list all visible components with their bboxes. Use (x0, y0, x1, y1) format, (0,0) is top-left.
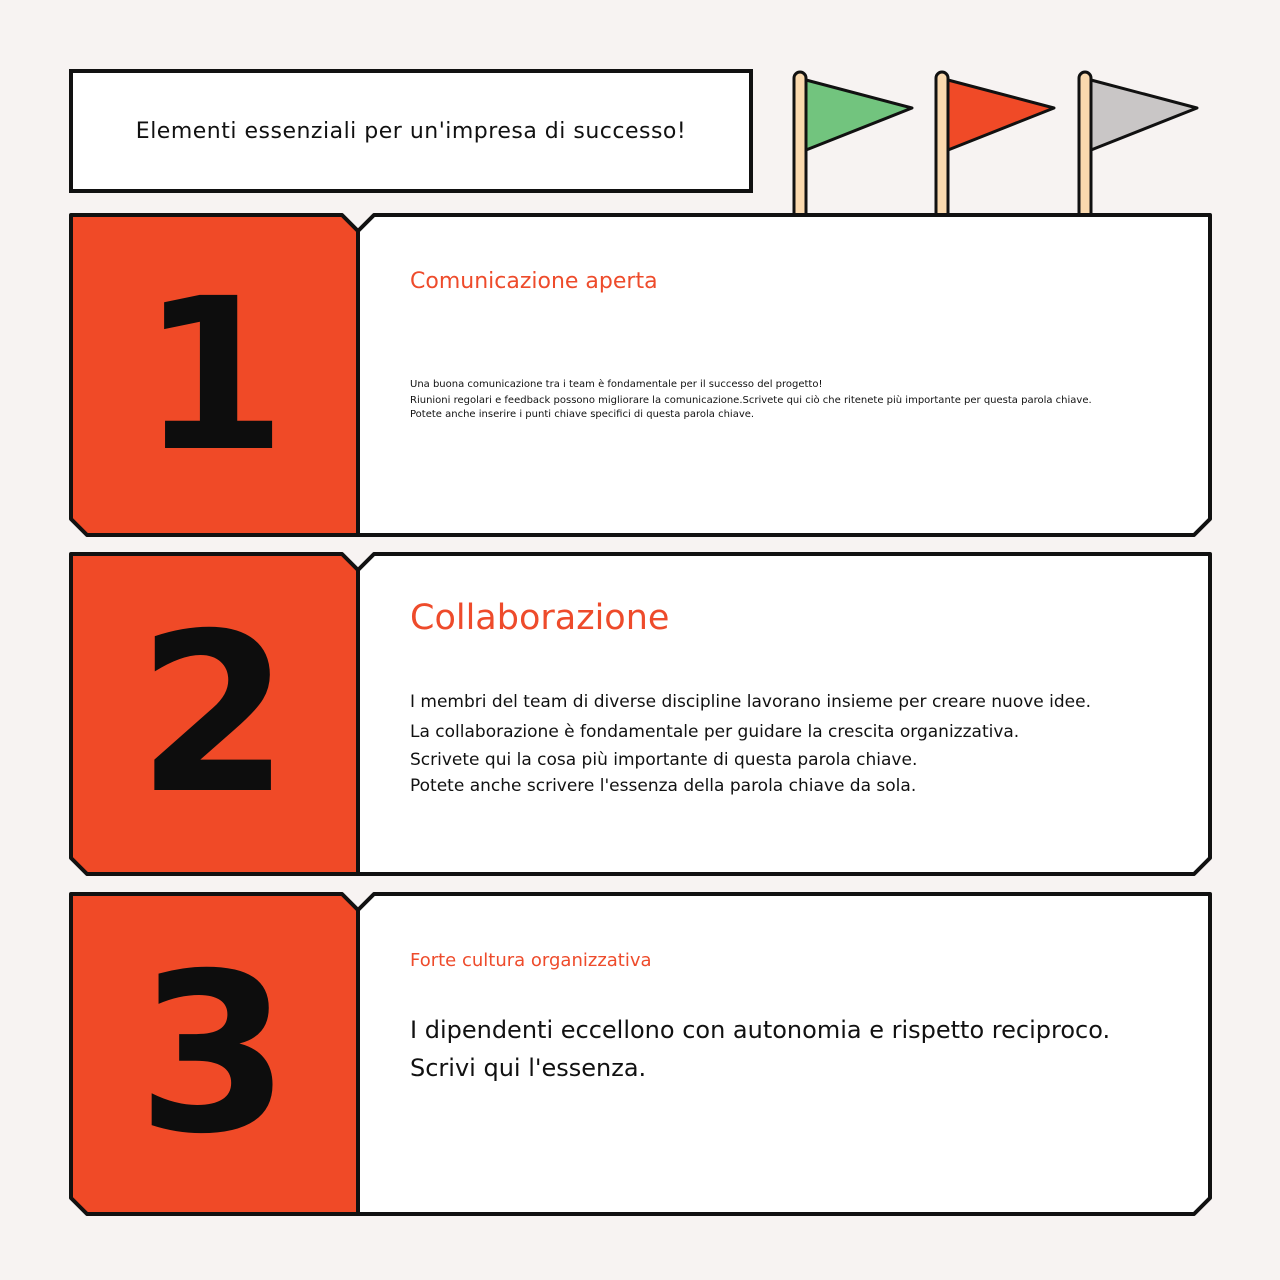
card-line: Scrivete qui la cosa più importante di questa parola chiave. (410, 750, 918, 770)
green-flag-icon (794, 72, 912, 222)
card-content (410, 552, 1182, 876)
card-line: Potete anche scrivere l'essenza della parola chiave da sola. (410, 776, 917, 796)
step-number: 3 (136, 926, 291, 1182)
card-heading: Comunicazione aperta (410, 269, 658, 294)
card-line: Scrivi qui l'essenza. (410, 1054, 647, 1082)
card-line: Riunioni regolari e feedback possono migliorare la comunicazione.Scrivete qui ciò che ritenete più importante per questa parola chiave. (410, 395, 1092, 406)
card-line: La collaborazione è fondamentale per guidare la crescita organizzativa. (410, 722, 1020, 742)
card-heading: Forte cultura organizzativa (410, 950, 652, 971)
red-flag-icon (936, 72, 1054, 222)
card-line: Una buona comunicazione tra i team è fondamentale per il successo del progetto! (410, 379, 823, 390)
step-number: 2 (136, 586, 291, 842)
card-line: I membri del team di diverse discipline lavorano insieme per creare nuove idee. (410, 692, 1091, 712)
title-box (69, 69, 753, 193)
card-2 (69, 552, 1212, 876)
step-number: 1 (140, 252, 287, 498)
card-3 (69, 892, 1212, 1216)
card-heading: Collaborazione (410, 598, 670, 638)
card-content (410, 213, 1182, 537)
card-line: I dipendenti eccellono con autonomia e rispetto reciproco. (410, 1016, 1111, 1044)
page-title: Elementi essenziali per un'impresa di successo! (135, 118, 687, 144)
gray-flag-icon (1079, 72, 1197, 222)
card-line: Potete anche inserire i punti chiave specifici di questa parola chiave. (410, 409, 755, 420)
flags-group (780, 64, 1220, 224)
card-content (410, 892, 1182, 1216)
card-1 (69, 213, 1212, 537)
